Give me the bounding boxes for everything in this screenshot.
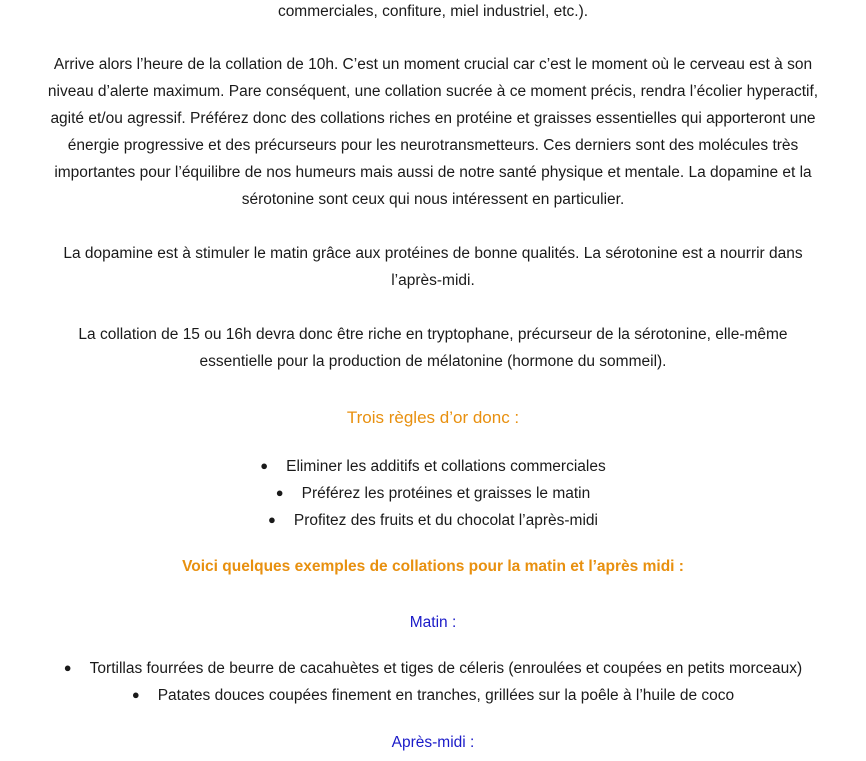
list-item xyxy=(0,480,866,507)
list-item-text: Profitez des fruits et du chocolat l’après-midi xyxy=(293,512,598,529)
list-item xyxy=(0,453,866,480)
matin-heading: Matin : xyxy=(409,614,457,631)
paragraph-line: importantes pour l’équilibre de nos humeurs mais aussi de notre santé physique et mentale. La dopamine et la xyxy=(54,164,812,181)
paragraph-line: La dopamine est à stimuler le matin grâce aux protéines de bonne qualités. La sérotonine est a nourrir dans xyxy=(63,245,803,262)
paragraph-line: agité et/ou agressif. Préférez donc des collations riches en protéine et graisses essentielles qui apporteront une xyxy=(50,110,816,127)
list-item xyxy=(0,655,866,682)
paragraph-line: essentielle pour la production de mélatonine (hormone du sommeil). xyxy=(199,353,667,370)
bullet-icon: ● xyxy=(268,512,276,527)
bullet-icon: ● xyxy=(260,458,269,473)
list-item-text: Préférez les protéines et graisses le matin xyxy=(301,485,591,502)
paragraph-line: La collation de 15 ou 16h devra donc être riche en tryptophane, précurseur de la sérotonine, elle-même xyxy=(78,326,788,343)
apres-midi-heading: Après-midi : xyxy=(391,734,475,751)
paragraph-line: sérotonine sont ceux qui nous intéressent en particulier. xyxy=(241,191,625,208)
list-item xyxy=(0,682,866,709)
list-item-text: Patates douces coupées finement en tranches, grillées sur la poêle à l’huile de coco xyxy=(157,687,735,704)
bullet-icon: ● xyxy=(63,660,72,675)
rules-list xyxy=(0,453,866,534)
list-item-text: Tortillas fourrées de beurre de cacahuètes et tiges de céleris (enroulées et coupées en petits morceaux) xyxy=(89,660,803,677)
paragraph-line: Arrive alors l’heure de la collation de 10h. C’est un moment crucial car c’est le moment où le cerveau est à son xyxy=(53,56,813,73)
paragraph-line: énergie progressive et des précurseurs pour les neurotransmetteurs. Ces derniers sont des molécules très xyxy=(67,137,799,154)
bullet-icon: ● xyxy=(275,485,284,500)
matin-list xyxy=(0,655,866,709)
paragraph-dopamine xyxy=(0,240,866,294)
rules-heading: Trois règles d’or donc : xyxy=(346,408,520,427)
examples-heading: Voici quelques exemples de collations pour la matin et l’après midi : xyxy=(182,558,684,575)
paragraph-line: niveau d’alerte maximum. Pare conséquent, une collation sucrée à ce moment précis, rendra l’écolier hyperactif, xyxy=(47,83,819,100)
intro-tail-text: commerciales, confiture, miel industriel, etc.). xyxy=(277,3,589,20)
paragraph-line: l’après-midi. xyxy=(391,272,475,289)
paragraph-collation-10h xyxy=(0,51,866,213)
bullet-icon: ● xyxy=(131,687,140,702)
list-item xyxy=(0,507,866,534)
paragraph-collation-15h xyxy=(0,321,866,375)
list-item-text: Eliminer les additifs et collations commerciales xyxy=(286,458,606,475)
